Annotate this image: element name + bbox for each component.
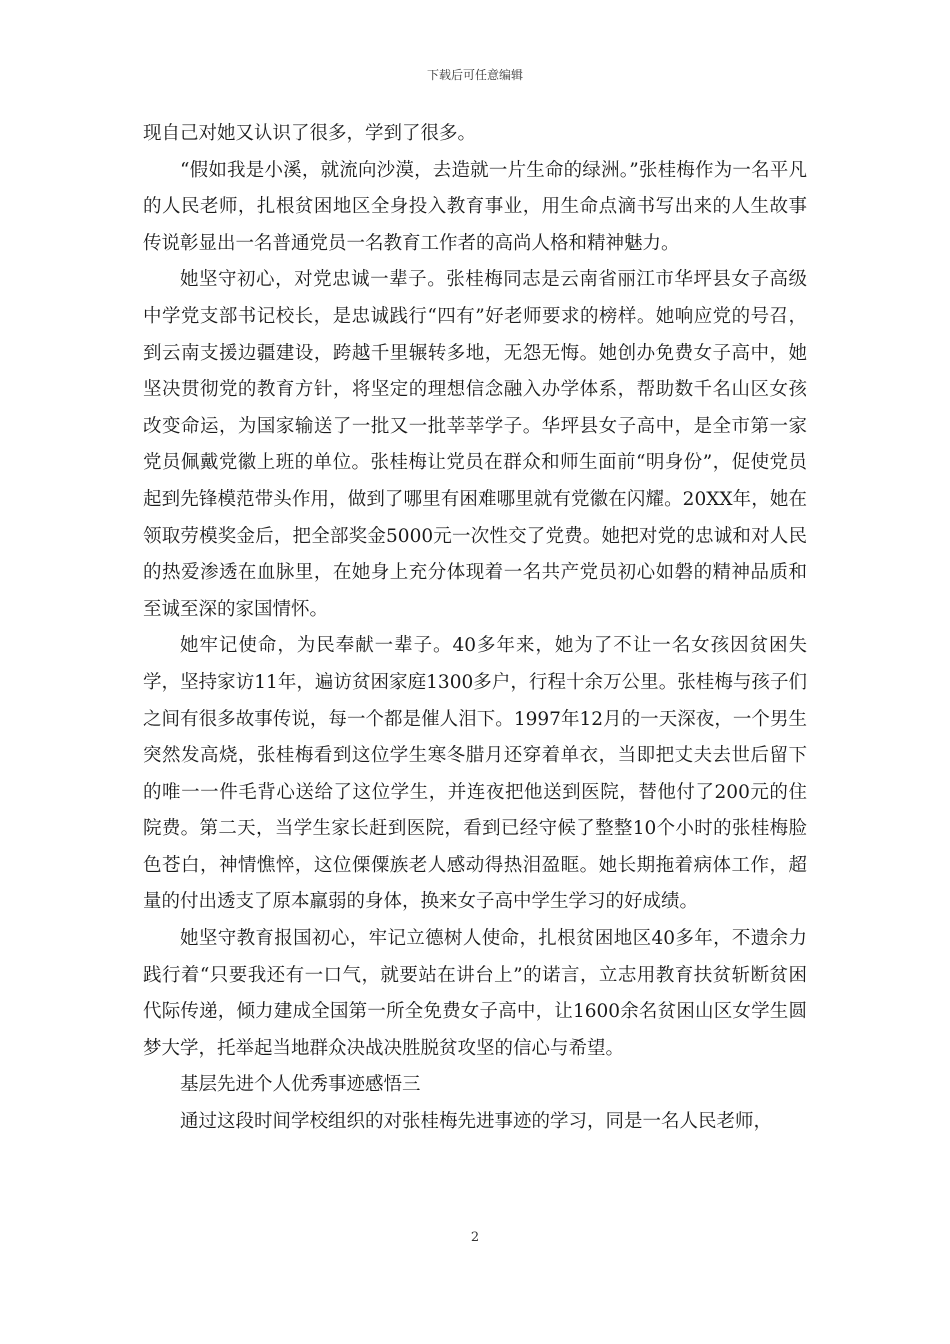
- document-body: [143, 116, 807, 1141]
- paragraph-intro: 通过这段时间学校组织的对张桂梅先进事迹的学习，同是一名人民老师，: [180, 1111, 773, 1133]
- page-header: 下载后可任意编辑: [426, 68, 523, 82]
- paragraph-quote: “假如我是小溪，就流向沙漠，去造就一片生命的绿洲。”张桂梅作为一名平凡的人民老师，扎根贫困地区全身投入教育事业，用生命点滴书写出来的人生故事传说彰显出一名普通党员一名教育工作者的高尚人格和精神魅力。: [143, 159, 807, 254]
- paragraph-summary: 她坚守教育报国初心，牢记立德树人使命，扎根贫困地区40多年，不遗余力践行着“只要我还有一口气，就要站在讲台上”的诺言，立志用教育扶贫斩断贫困代际传递，倾力建成全国第一所全免费女子高中，让1600余名贫困山区女学生圆梦大学，托举起当地群众决战决胜脱贫攻坚的信心与希望。: [143, 928, 807, 1059]
- section-heading: 基层先进个人优秀事迹感悟三: [180, 1074, 421, 1096]
- paragraph-mission: 她牢记使命，为民奉献一辈子。40多年来，她为了不让一名女孩因贫困失学，坚持家访11年，遍访贫困家庭1300多户，行程十余万公里。张桂梅与孩子们之间有很多故事传说，每一个都是催人泪下。1997年12月的一天深夜，一个男生突然发高烧，张桂梅看到这位学生寒冬腊月还穿着单衣，当即把丈夫去世后留下的唯一一件毛背心送给了这位学生，并连夜把他送到医院，替他付了200元的住院费。第二天，当学生家长赶到医院，看到已经守候了整整10个小时的张桂梅脸色苍白，神情憔悴，这位傈僳族老人感动得热泪盈眶。她长期拖着病体工作，超量的付出透支了原本羸弱的身体，换来女子高中学生学习的好成绩。: [143, 635, 807, 913]
- page-number: 2: [470, 1230, 480, 1245]
- paragraph-continuation: 现自己对她又认识了很多，学到了很多。: [143, 123, 477, 144]
- paragraph-loyalty: 她坚守初心，对党忠诚一辈子。张桂梅同志是云南省丽江市华坪县女子高级中学党支部书记校长，是忠诚践行“四有”好老师要求的榜样。她响应党的号召，到云南支援边疆建设，跨越千里辗转多地，无怨无悔。她创办免费女子高中，她坚决贯彻党的教育方针，将坚定的理想信念融入办学体系，帮助数千名山区女孩改变命运，为国家输送了一批又一批莘莘学子。华坪县女子高中，是全市第一家党员佩戴党徽上班的单位。张桂梅让党员在群众和师生面前“明身份”，促使党员起到先锋模范带头作用，做到了哪里有困难哪里就有党徽在闪耀。20XX年，她在领取劳模奖金后，把全部奖金5000元一次性交了党费。她把对党的忠诚和对人民的热爱渗透在血脉里，在她身上充分体现着一名共产党员初心如磐的精神品质和至诚至深的家国情怀。: [143, 269, 807, 620]
